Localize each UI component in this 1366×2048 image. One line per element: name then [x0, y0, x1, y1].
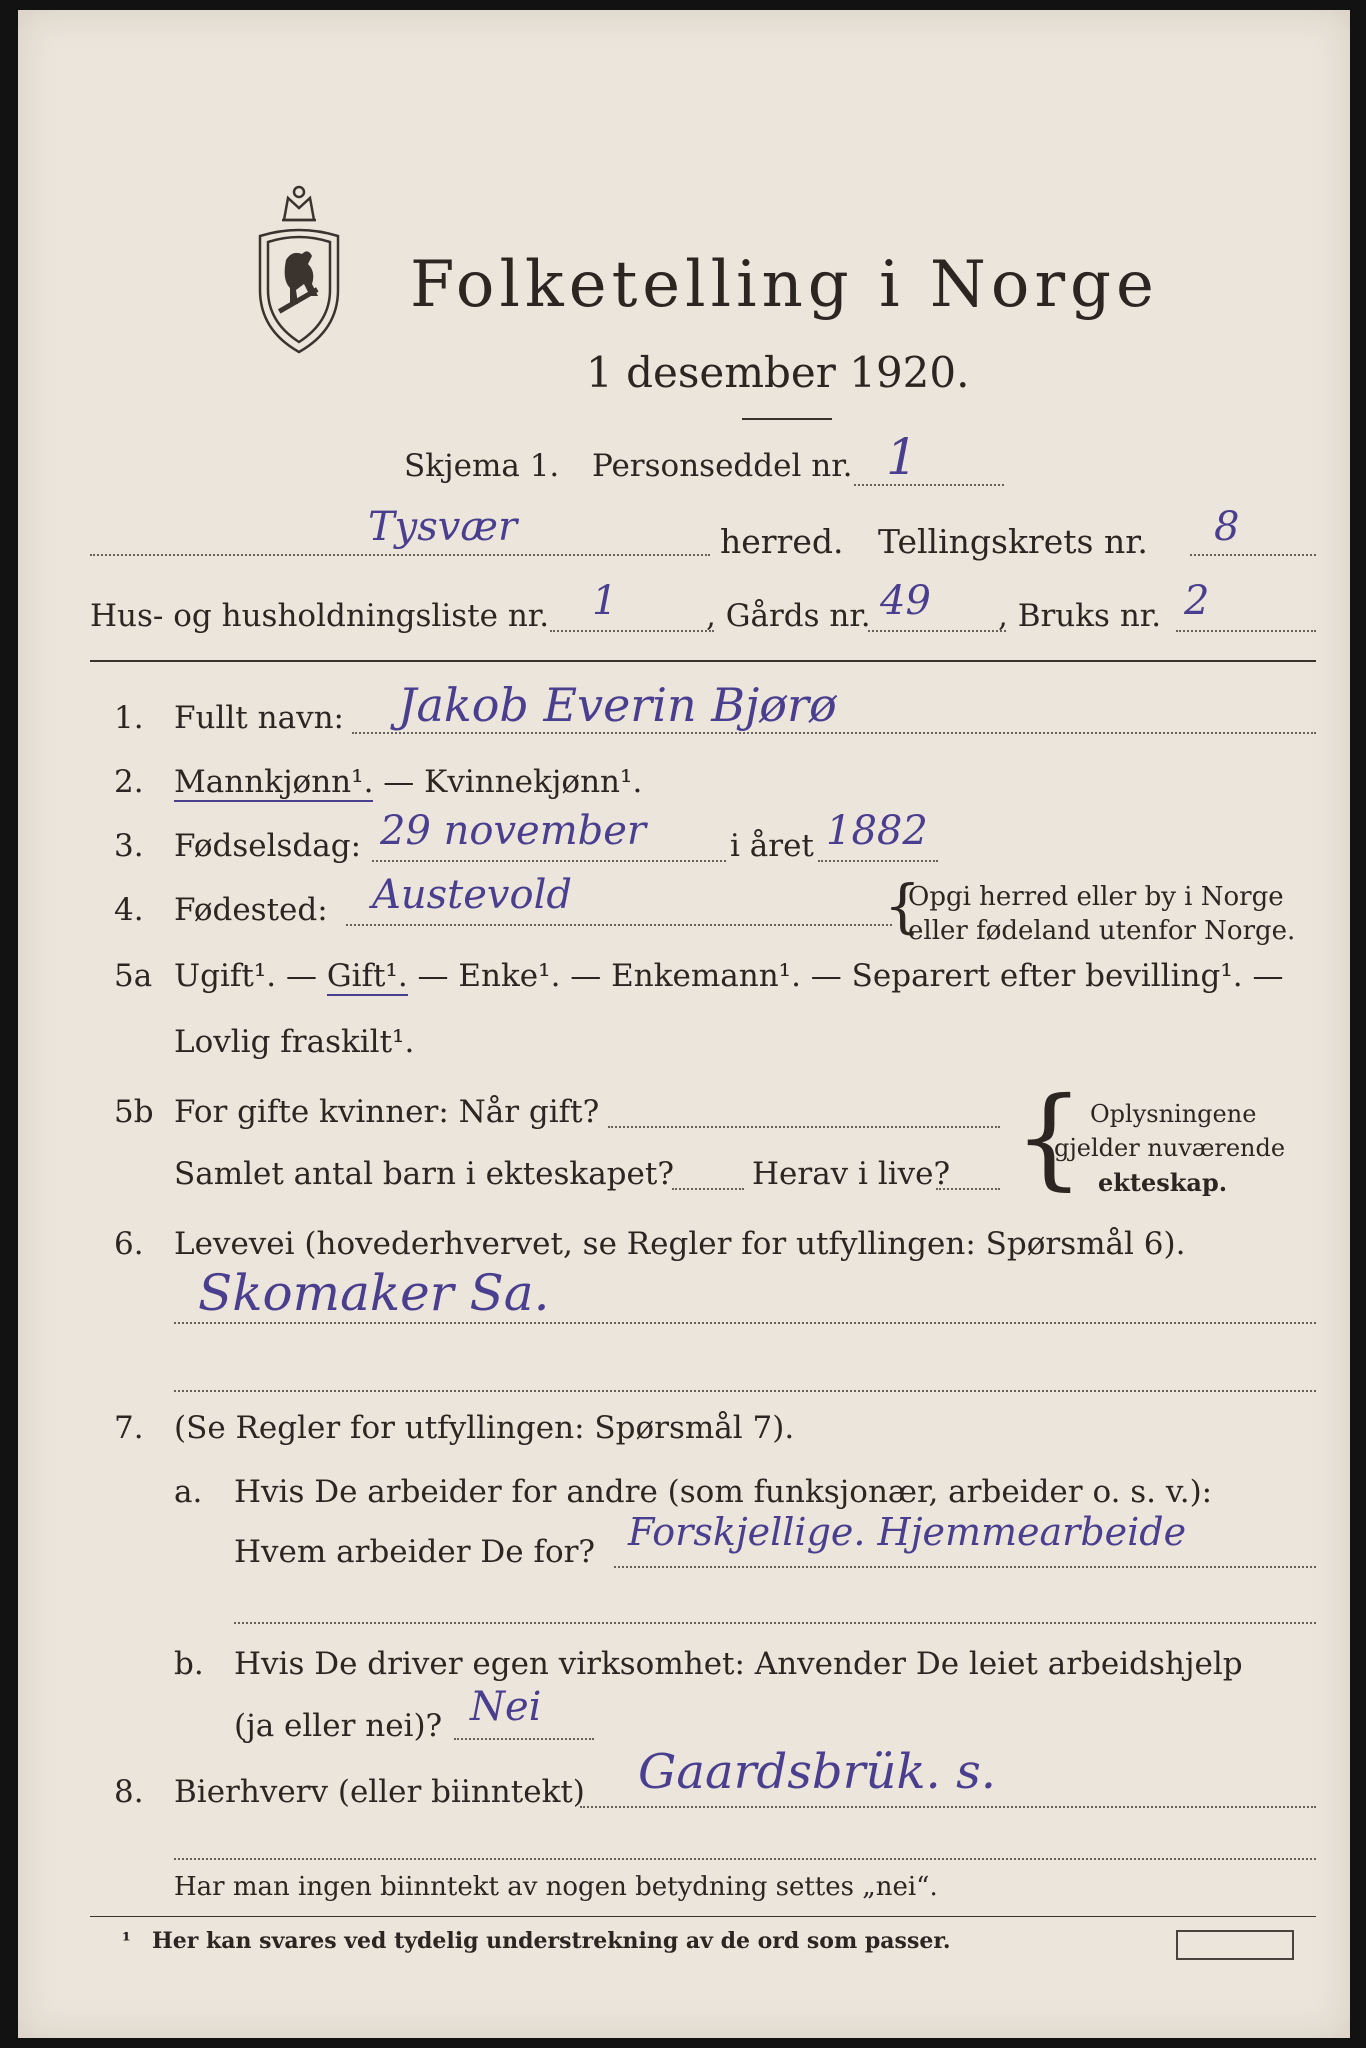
herred-field[interactable]	[90, 554, 710, 556]
q4-label: Fødested:	[174, 892, 328, 928]
footnote-mark: ¹	[122, 1928, 131, 1952]
tellingskrets-label: Tellingskrets nr.	[878, 522, 1148, 561]
q5a-number: 5a	[114, 958, 153, 994]
children-total-field[interactable]	[672, 1188, 744, 1190]
q8-label: Bierhverv (eller biinntekt)	[174, 1774, 585, 1810]
birth-year-field[interactable]	[818, 860, 938, 862]
gards-label: , Gårds nr.	[706, 598, 871, 634]
q5a-options	[174, 958, 1283, 994]
q6-number: 6.	[114, 1226, 144, 1262]
q6-label: Levevei (hovederhvervet, se Regler for utfyllingen: Spørsmål 6).	[174, 1226, 1186, 1262]
census-date: 1 desember 1920.	[586, 348, 970, 397]
q5b-number: 5b	[114, 1094, 154, 1130]
employer-value: Forskjellige. Hjemmearbeide	[628, 1510, 1187, 1554]
children-alive-field[interactable]	[936, 1188, 1000, 1190]
tellingskrets-field[interactable]	[1190, 554, 1316, 556]
full-name-field[interactable]	[352, 732, 1316, 734]
bruks-value: 2	[1184, 578, 1210, 624]
q4-note-line2: eller fødeland utenfor Norge.	[908, 916, 1296, 946]
q7b-line2: (ja eller nei)?	[234, 1708, 443, 1744]
gards-value: 49	[880, 578, 931, 624]
q8-number: 8.	[114, 1774, 144, 1810]
form-title: Folketelling i Norge	[410, 248, 1159, 322]
hired-help-field[interactable]	[454, 1738, 594, 1740]
q7b-letter: b.	[174, 1646, 204, 1682]
footnote-divider	[90, 1916, 1316, 1917]
census-form-sheet	[18, 10, 1350, 2038]
birthplace-value: Austevold	[372, 872, 572, 918]
header-divider	[90, 660, 1316, 662]
q3-label: Fødselsdag:	[174, 828, 362, 864]
occupation-value: Skomaker Sa.	[198, 1264, 550, 1322]
birthday-value: 29 november	[380, 808, 647, 854]
q7a-line2: Hvem arbeider De for?	[234, 1534, 596, 1570]
q5b-alive-label: Herav i live?	[752, 1156, 951, 1192]
q7b-line1: Hvis De driver egen virksomhet: Anvender De leiet arbeidshjelp	[234, 1646, 1243, 1682]
q4-number: 4.	[114, 892, 144, 928]
q5b-brace: {	[1014, 1073, 1084, 1201]
q4-brace: {	[884, 872, 921, 940]
footnote-text: Her kan svares ved tydelig understrekning av de ord som passer.	[152, 1928, 951, 1954]
side-income-field[interactable]	[580, 1806, 1316, 1808]
option-ugift[interactable]: Ugift¹. —	[174, 958, 327, 994]
q5b-children-label: Samlet antal barn i ekteskapet?	[174, 1156, 674, 1192]
full-name-value: Jakob Everin Bjørø	[398, 678, 837, 732]
q3-number: 3.	[114, 828, 144, 864]
q1-number: 1.	[114, 700, 144, 736]
q5b-note3: ekteskap.	[1098, 1168, 1228, 1197]
married-when-field[interactable]	[608, 1126, 1000, 1128]
q2-options	[174, 764, 642, 800]
employer-field-2[interactable]	[234, 1622, 1316, 1624]
q7-label: (Se Regler for utfyllingen: Spørsmål 7).	[174, 1410, 795, 1446]
option-rest[interactable]: — Enke¹. — Enkemann¹. — Separert efter bevilling¹. —	[407, 958, 1284, 994]
q5b-line1: For gifte kvinner: Når gift?	[174, 1094, 600, 1130]
gards-field[interactable]	[868, 630, 1006, 632]
title-divider	[742, 418, 832, 420]
tellingskrets-value: 8	[1214, 504, 1240, 550]
q7-number: 7.	[114, 1410, 144, 1446]
occupation-field-2[interactable]	[174, 1390, 1316, 1392]
q8-note: Har man ingen biinntekt av nogen betydning settes „nei“.	[174, 1872, 938, 1902]
personseddel-field[interactable]	[854, 484, 1004, 486]
herred-label: herred.	[720, 522, 844, 561]
q1-label: Fullt navn:	[174, 700, 344, 736]
male-option[interactable]: Mannkjønn¹.	[174, 764, 374, 800]
schema-label: Skjema 1.	[404, 448, 560, 484]
birthplace-field[interactable]	[346, 924, 892, 926]
birth-year-value: 1882	[826, 808, 928, 854]
side-income-field-2[interactable]	[174, 1858, 1316, 1860]
husliste-field[interactable]	[550, 630, 714, 632]
employer-field[interactable]	[614, 1566, 1316, 1568]
personseddel-label: Personseddel nr.	[592, 448, 853, 484]
hired-help-value: Nei	[470, 1684, 542, 1730]
q7a-line1: Hvis De arbeider for andre (som funksjonær, arbeider o. s. v.):	[234, 1474, 1213, 1510]
side-income-value: Gaardsbrük. s.	[638, 1744, 996, 1800]
personseddel-value: 1	[886, 428, 918, 486]
bruks-label: , Bruks nr.	[998, 598, 1162, 634]
husliste-value: 1	[592, 578, 618, 624]
husliste-label: Hus- og husholdningsliste nr.	[90, 598, 550, 634]
female-option[interactable]: Kvinnekjønn¹.	[424, 764, 643, 800]
herred-value: Tysvær	[368, 504, 518, 550]
bruks-field[interactable]	[1176, 630, 1316, 632]
q7a-letter: a.	[174, 1474, 203, 1510]
q4-note-line1: Opgi herred eller by i Norge	[908, 882, 1284, 912]
option-fraskilt[interactable]: Lovlig fraskilt¹.	[174, 1024, 415, 1060]
q2-separator: —	[373, 764, 425, 800]
occupation-field[interactable]	[174, 1322, 1316, 1324]
year-label: i året	[730, 828, 814, 864]
option-gift[interactable]: Gift¹.	[326, 958, 408, 994]
q2-number: 2.	[114, 764, 144, 800]
q5b-note1: Oplysningene	[1090, 1100, 1257, 1128]
printer-stamp	[1176, 1930, 1294, 1960]
birthday-field[interactable]	[372, 860, 726, 862]
coat-of-arms-icon	[246, 180, 352, 360]
q5b-note2: gjelder nuværende	[1054, 1134, 1286, 1162]
